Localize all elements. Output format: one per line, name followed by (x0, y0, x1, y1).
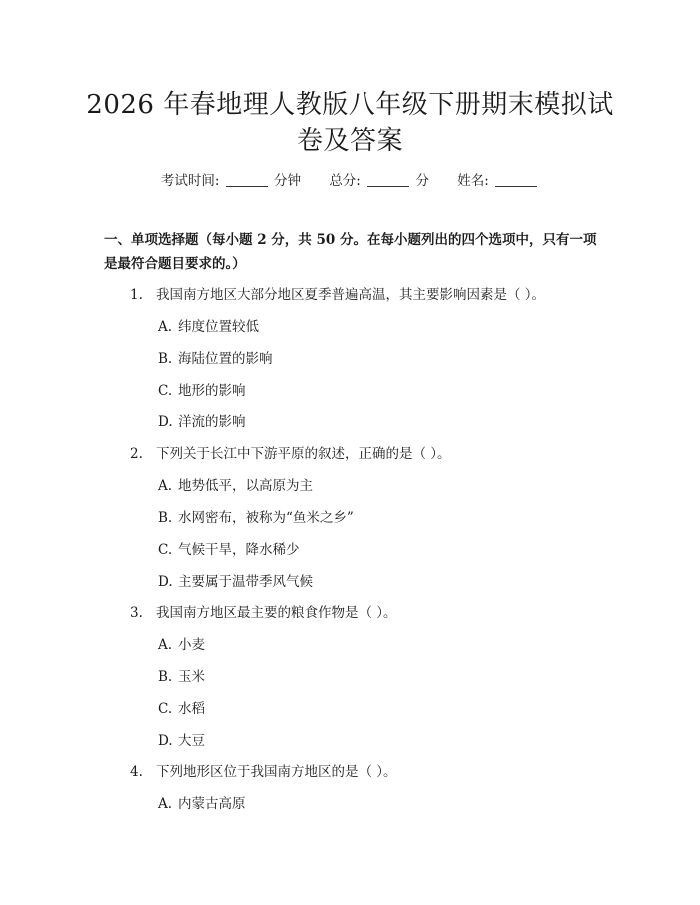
option-2a (158, 474, 313, 494)
option-letter: A. (158, 796, 173, 812)
question-3 (130, 601, 397, 621)
option-letter: A. (158, 637, 173, 653)
option-1b (158, 347, 273, 367)
option-1c (158, 379, 246, 399)
total-score-unit: 分 (415, 173, 429, 189)
option-letter: B. (158, 510, 173, 526)
exam-time-field (161, 169, 301, 189)
exam-title-line-2: 卷及答案 (296, 126, 403, 156)
option-letter: D. (158, 733, 173, 749)
exam-meta (0, 169, 700, 189)
total-score-blank (367, 174, 409, 187)
option-3d (158, 729, 205, 749)
option-text: 洋流的影响 (178, 414, 246, 430)
student-name-label: 姓名: (457, 173, 489, 189)
option-4a (158, 792, 246, 812)
question-text: 我国南方地区最主要的粮食作物是（ ）。 (156, 605, 397, 621)
total-score-field (329, 169, 429, 189)
option-letter: C. (158, 383, 173, 399)
exam-time-blank (226, 174, 268, 187)
option-2d (158, 570, 313, 590)
option-letter: A. (158, 319, 173, 335)
question-text: 下列关于长江中下游平原的叙述，正确的是（ ）。 (156, 446, 451, 462)
option-text: 水网密布，被称为“鱼米之乡” (178, 510, 354, 526)
student-name-field (457, 169, 539, 189)
option-text: 地势低平，以高原为主 (178, 478, 313, 494)
option-text: 内蒙古高原 (178, 796, 246, 812)
option-letter: A. (158, 478, 173, 494)
total-score-label: 总分: (329, 173, 361, 189)
question-number: 2. (130, 446, 143, 462)
option-letter: C. (158, 542, 173, 558)
option-text: 海陆位置的影响 (178, 351, 273, 367)
question-2 (130, 442, 451, 462)
option-text: 气候干旱，降水稀少 (178, 542, 300, 558)
question-1 (130, 283, 545, 303)
exam-time-label: 考试时间: (160, 173, 220, 189)
student-name-blank (495, 174, 537, 187)
option-3c (158, 697, 205, 717)
option-text: 玉米 (178, 669, 205, 685)
exam-time-unit: 分钟 (274, 173, 302, 189)
option-3a (158, 633, 205, 653)
option-letter: B. (158, 669, 173, 685)
option-text: 水稻 (178, 701, 205, 717)
option-letter: C. (158, 701, 173, 717)
question-number: 4. (130, 764, 143, 780)
option-text: 纬度位置较低 (178, 319, 259, 335)
question-text: 下列地形区位于我国南方地区的是（ ）。 (156, 764, 397, 780)
option-2c (158, 538, 300, 558)
option-text: 主要属于温带季风气候 (178, 574, 313, 590)
question-4 (130, 760, 397, 780)
question-text: 我国南方地区大部分地区夏季普遍高温，其主要影响因素是（ ）。 (156, 287, 546, 303)
option-letter: B. (158, 351, 173, 367)
section-heading: 一、单项选择题（每小题 2 分，共 50 分。在每小题列出的四个选项中，只有一项是最符合题目要求的。） (104, 232, 597, 272)
option-1d (158, 410, 246, 430)
option-letter: D. (158, 414, 173, 430)
exam-title-line-1: 2026 年春地理人教版八年级下册期末模拟试 (86, 90, 614, 120)
option-2b (158, 506, 354, 526)
option-1a (158, 315, 259, 335)
option-text: 地形的影响 (178, 383, 246, 399)
option-text: 小麦 (178, 637, 205, 653)
question-number: 3. (130, 605, 143, 621)
option-text: 大豆 (178, 733, 205, 749)
option-3b (158, 665, 205, 685)
question-number: 1. (130, 287, 143, 303)
option-letter: D. (158, 574, 173, 590)
